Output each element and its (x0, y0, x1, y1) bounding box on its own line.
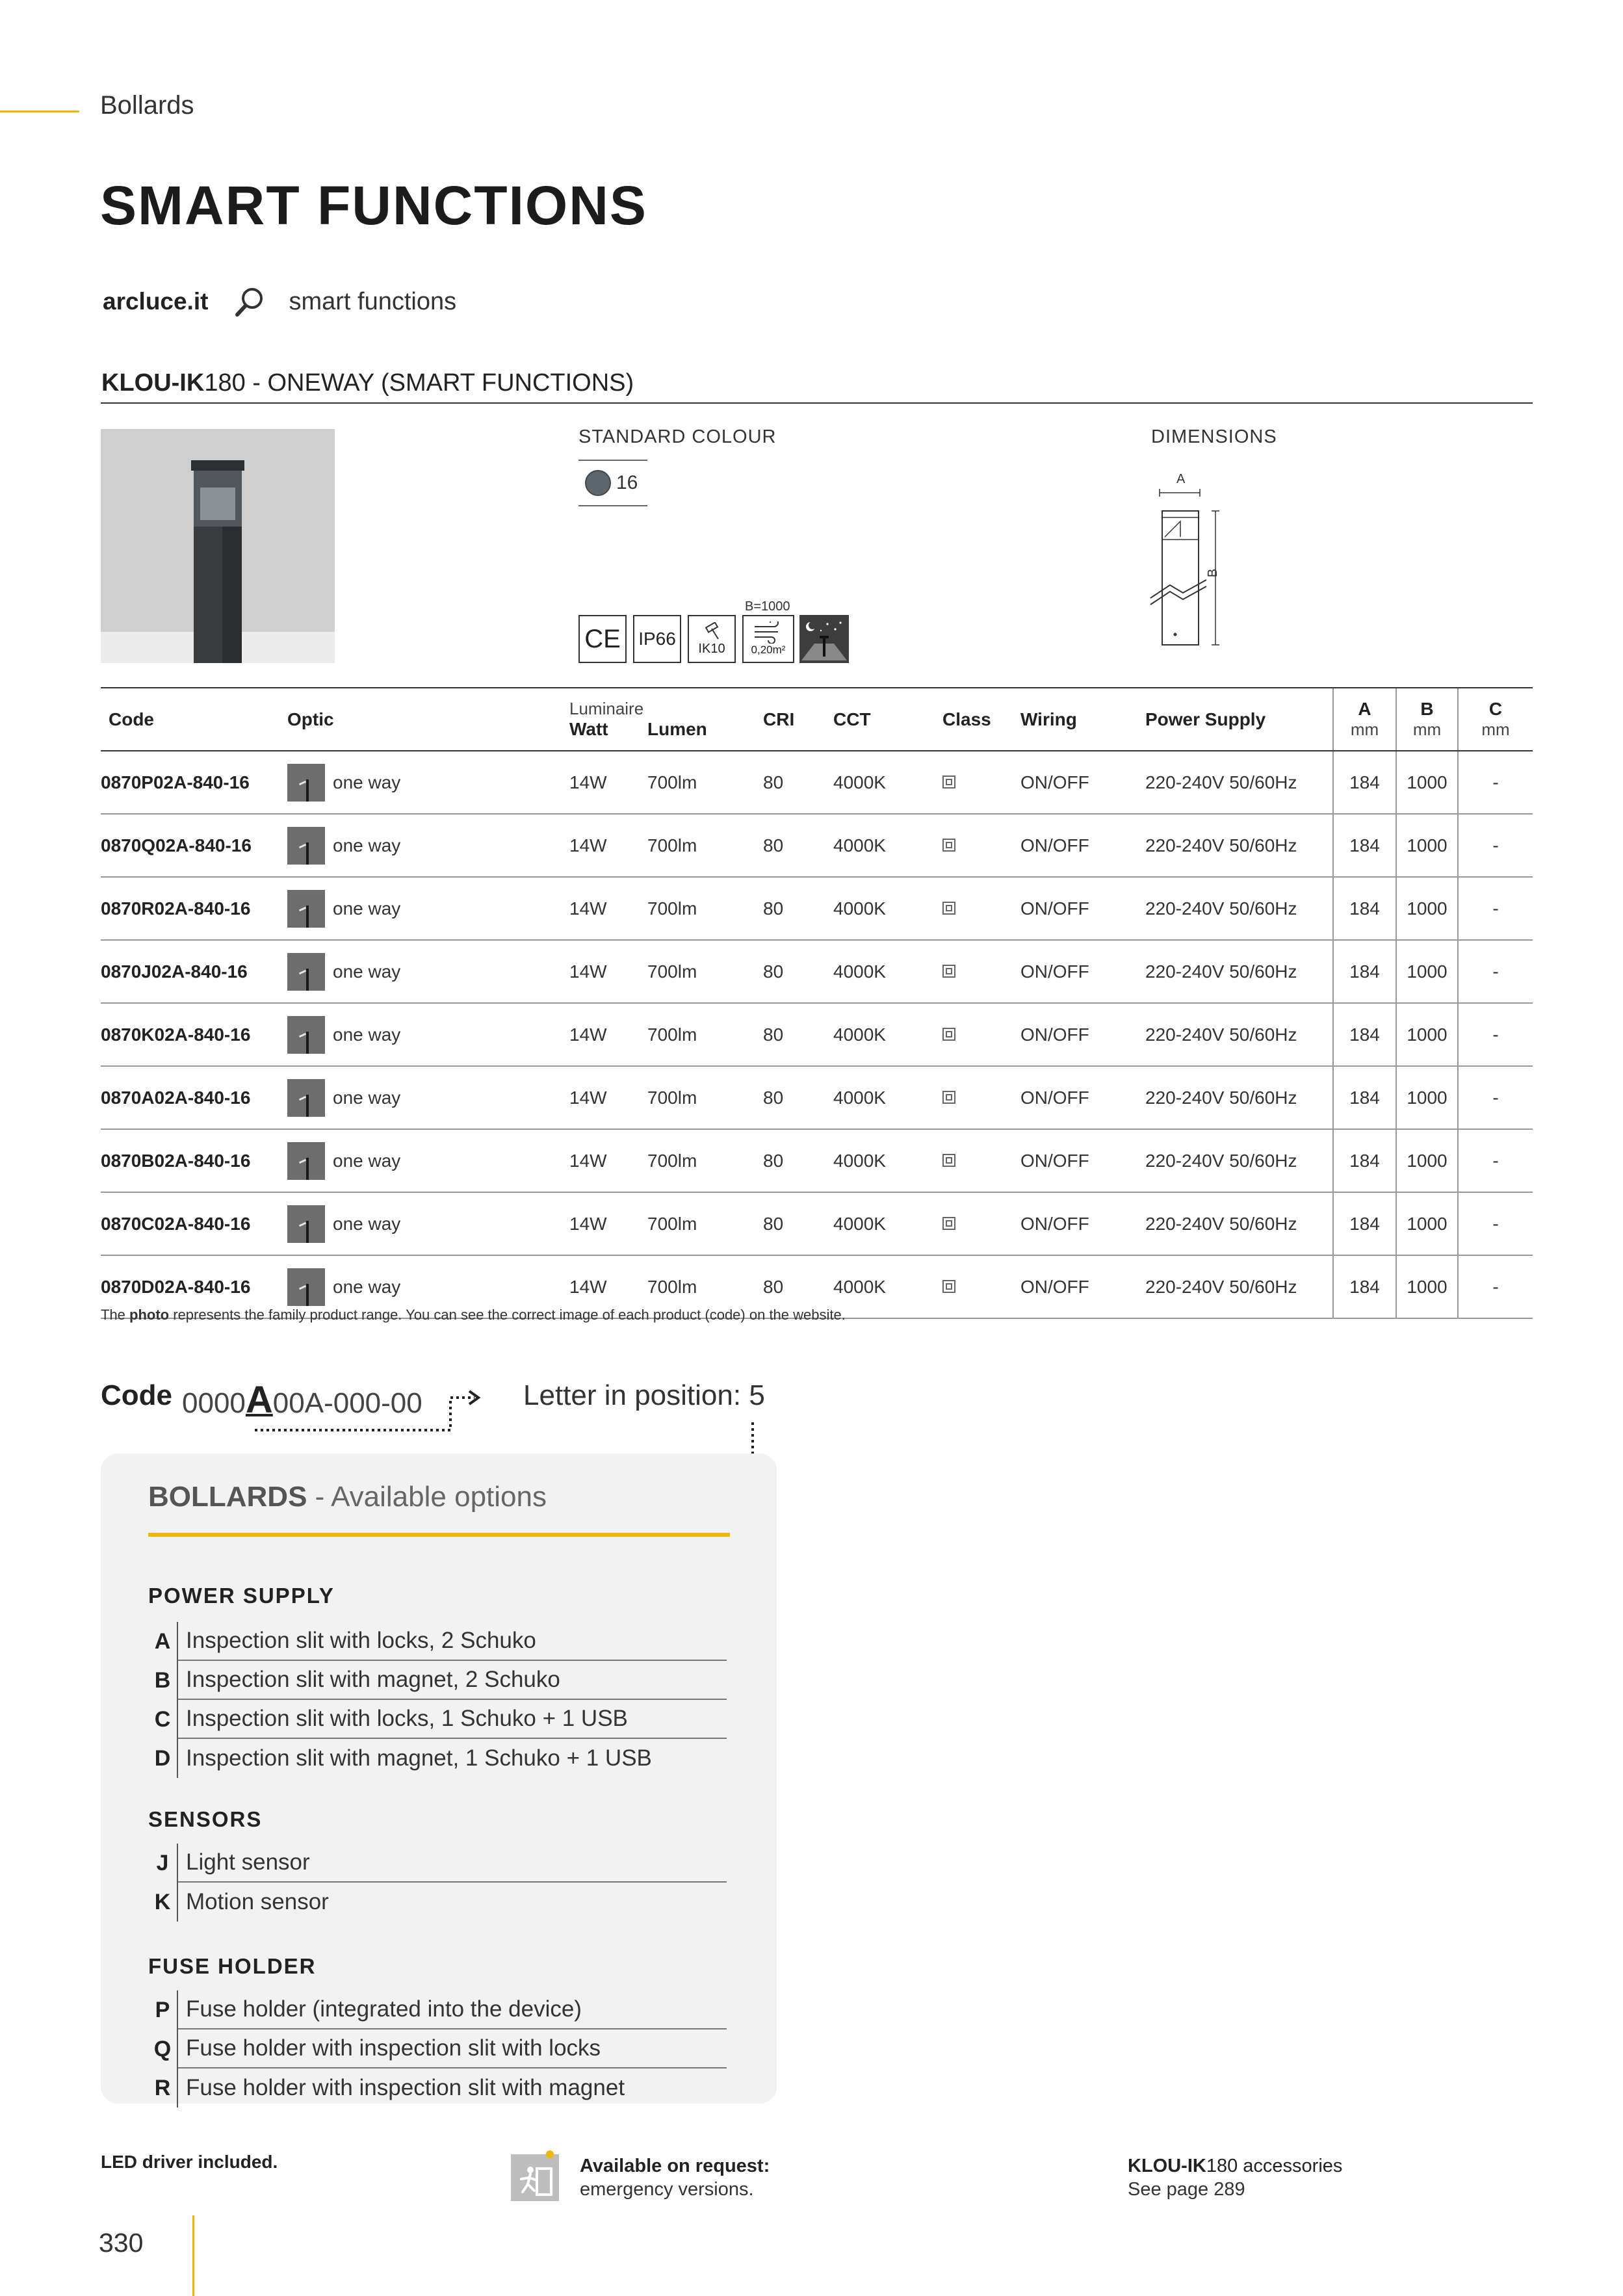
cell-watt: 14W (569, 1255, 647, 1318)
wind-area-badge (742, 615, 794, 663)
cell-power: 220-240V 50/60Hz (1145, 940, 1333, 1003)
cell-code[interactable]: 0870P02A-840-16 (101, 751, 287, 814)
ce-mark-icon: CE (578, 615, 627, 663)
optic-oneway-icon (287, 953, 325, 991)
optic-oneway-icon (287, 890, 325, 928)
col-class: Class (942, 688, 1020, 751)
cell-cri: 80 (763, 814, 833, 877)
option-row: B Inspection slit with magnet, 2 Schuko (148, 1661, 727, 1700)
cell-lumen: 700lm (647, 814, 763, 877)
cell-wiring: ON/OFF (1020, 940, 1145, 1003)
cell-watt: 14W (569, 1129, 647, 1192)
cell-code[interactable]: 0870A02A-840-16 (101, 1066, 287, 1129)
photo-note: The photo represents the family product range. You can see the correct image of each product (code) on the website. (101, 1307, 846, 1323)
optic-oneway-icon (287, 1268, 325, 1306)
col-optic: Optic (287, 688, 569, 751)
cell-code[interactable]: 0870B02A-840-16 (101, 1129, 287, 1192)
emergency-exit-icon (511, 2149, 563, 2201)
col-code: Code (101, 688, 287, 751)
cell-cri: 80 (763, 1129, 833, 1192)
cell-cct: 4000K (833, 1066, 942, 1129)
cell-lumen: 700lm (647, 1003, 763, 1066)
magnifier-icon (234, 286, 265, 317)
cell-cri: 80 (763, 751, 833, 814)
cell-c: - (1458, 940, 1533, 1003)
cell-c: - (1458, 814, 1533, 877)
class-ii-icon (942, 1091, 955, 1104)
cell-power: 220-240V 50/60Hz (1145, 814, 1333, 877)
table-row (101, 1129, 1533, 1192)
cell-b: 1000 (1396, 1192, 1458, 1255)
cell-code[interactable]: 0870R02A-840-16 (101, 877, 287, 940)
table-row (101, 751, 1533, 814)
website-search (103, 286, 456, 317)
table-header-row (101, 688, 1533, 751)
col-cct: CCT (833, 688, 942, 751)
option-row: C Inspection slit with locks, 1 Schuko + 1 USB (148, 1700, 727, 1739)
option-row: P Fuse holder (integrated into the device) (148, 1990, 727, 2029)
cell-lumen: 700lm (647, 877, 763, 940)
dimensions-label: DIMENSIONS (1151, 426, 1277, 447)
cell-lumen: 700lm (647, 1129, 763, 1192)
product-photo (101, 429, 335, 663)
cell-code[interactable]: 0870C02A-840-16 (101, 1192, 287, 1255)
optic-oneway-icon (287, 1142, 325, 1180)
group-power-supply: POWER SUPPLY (148, 1584, 335, 1608)
cell-watt: 14W (569, 1066, 647, 1129)
cell-cct: 4000K (833, 814, 942, 877)
cell-code[interactable]: 0870Q02A-840-16 (101, 814, 287, 877)
site-name[interactable]: arcluce.it (103, 288, 209, 315)
cell-cri: 80 (763, 1192, 833, 1255)
cell-class (942, 877, 1020, 940)
cell-cri: 80 (763, 877, 833, 940)
code-builder-label: Code (101, 1379, 172, 1411)
page-number: 330 (99, 2228, 144, 2258)
cell-a: 184 (1333, 1003, 1396, 1066)
options-title: BOLLARDS - Available options (148, 1481, 547, 1513)
dimension-a-label: A (1176, 472, 1186, 486)
cell-cri: 80 (763, 1066, 833, 1129)
accent-line (0, 111, 79, 112)
ik-rating-badge (688, 615, 736, 663)
cell-power: 220-240V 50/60Hz (1145, 1003, 1333, 1066)
table-row (101, 814, 1533, 877)
title-rule (101, 402, 1533, 404)
cell-power: 220-240V 50/60Hz (1145, 877, 1333, 940)
class-ii-icon (942, 1280, 955, 1293)
options-underline (148, 1533, 730, 1537)
section-label: Bollards (100, 91, 194, 120)
cell-cct: 4000K (833, 1129, 942, 1192)
table-row (101, 1003, 1533, 1066)
cell-optic: one way (287, 1003, 569, 1066)
class-ii-icon (942, 839, 955, 852)
cell-optic: one way (287, 940, 569, 1003)
cell-optic: one way (287, 1129, 569, 1192)
option-row: D Inspection slit with magnet, 1 Schuko + 1 USB (148, 1739, 727, 1778)
cell-c: - (1458, 1192, 1533, 1255)
cell-optic: one way (287, 1192, 569, 1255)
col-b: B mm (1396, 688, 1458, 751)
cell-wiring: ON/OFF (1020, 1129, 1145, 1192)
cell-class (942, 1129, 1020, 1192)
class-ii-icon (942, 1154, 955, 1167)
cell-b: 1000 (1396, 940, 1458, 1003)
page-accent-line (192, 2215, 194, 2296)
cell-cct: 4000K (833, 1003, 942, 1066)
optic-oneway-icon (287, 764, 325, 802)
col-lumen: Lumen (647, 688, 763, 751)
cell-cct: 4000K (833, 877, 942, 940)
class-ii-icon (942, 1217, 955, 1230)
optic-oneway-icon (287, 1205, 325, 1243)
cell-wiring: ON/OFF (1020, 1192, 1145, 1255)
col-wiring: Wiring (1020, 688, 1145, 751)
cell-b: 1000 (1396, 814, 1458, 877)
cell-a: 184 (1333, 1129, 1396, 1192)
night-light-icon (799, 615, 849, 663)
cell-a: 184 (1333, 940, 1396, 1003)
cell-b: 1000 (1396, 751, 1458, 814)
cell-c: - (1458, 1129, 1533, 1192)
cell-lumen: 700lm (647, 1066, 763, 1129)
cell-wiring: ON/OFF (1020, 1066, 1145, 1129)
cell-power: 220-240V 50/60Hz (1145, 1255, 1333, 1318)
cell-optic: one way (287, 1066, 569, 1129)
page-title: SMART FUNCTIONS (100, 175, 647, 236)
cell-cri: 80 (763, 1255, 833, 1318)
cell-lumen: 700lm (647, 751, 763, 814)
hammer-icon (699, 622, 725, 642)
optic-oneway-icon (287, 1079, 325, 1117)
option-row: A Inspection slit with locks, 2 Schuko (148, 1622, 727, 1661)
cell-watt: 14W (569, 1003, 647, 1066)
cell-class (942, 940, 1020, 1003)
cell-optic: one way (287, 814, 569, 877)
code-highlight-letter: A (245, 1379, 273, 1421)
cell-wiring: ON/OFF (1020, 877, 1145, 940)
cell-class (942, 1066, 1020, 1129)
cell-power: 220-240V 50/60Hz (1145, 751, 1333, 814)
product-table (101, 687, 1533, 1319)
col-power: Power Supply (1145, 688, 1333, 751)
col-c: C mm (1458, 688, 1533, 751)
cell-cct: 4000K (833, 940, 942, 1003)
cell-watt: 14W (569, 940, 647, 1003)
option-row: J Light sensor (148, 1844, 727, 1883)
group-fuse-holder: FUSE HOLDER (148, 1954, 317, 1978)
product-name-bold: KLOU-IK (101, 369, 205, 397)
col-a: A mm (1333, 688, 1396, 751)
cell-class (942, 1192, 1020, 1255)
cell-b: 1000 (1396, 1003, 1458, 1066)
option-row: Q Fuse holder with inspection slit with locks (148, 2029, 727, 2068)
cell-a: 184 (1333, 1192, 1396, 1255)
accessories-page: See page 289 (1128, 2179, 1245, 2200)
cell-power: 220-240V 50/60Hz (1145, 1192, 1333, 1255)
led-driver-note: LED driver included. (101, 2152, 278, 2172)
letter-position-text: Letter in position: 5 (523, 1379, 765, 1411)
cell-code[interactable]: 0870J02A-840-16 (101, 940, 287, 1003)
cell-c: - (1458, 1255, 1533, 1318)
wind-area-label: 0,20m² (751, 644, 786, 656)
colour-swatch (578, 460, 647, 506)
cell-b: 1000 (1396, 877, 1458, 940)
wind-height-label: B=1000 (745, 599, 790, 614)
dimensions-drawing (1144, 475, 1261, 657)
class-ii-icon (942, 776, 955, 789)
cell-optic: one way (287, 1255, 569, 1318)
cell-wiring: ON/OFF (1020, 814, 1145, 877)
emergency-note: Available on request: emergency versions. (580, 2156, 770, 2200)
table-row (101, 1066, 1533, 1129)
cell-a: 184 (1333, 1255, 1396, 1318)
table-row (101, 1192, 1533, 1255)
cell-watt: 14W (569, 1192, 647, 1255)
cell-lumen: 700lm (647, 1192, 763, 1255)
search-keyword: smart functions (289, 287, 457, 315)
cell-cri: 80 (763, 1003, 833, 1066)
table-row (101, 940, 1533, 1003)
cell-a: 184 (1333, 877, 1396, 940)
cell-lumen: 700lm (647, 1255, 763, 1318)
col-watt: Luminaire Watt (569, 688, 647, 751)
cell-c: - (1458, 751, 1533, 814)
option-row: R Fuse holder with inspection slit with magnet (148, 2068, 727, 2107)
colour-code: 16 (616, 472, 638, 493)
code-template: 0000A00A-000-00 (182, 1379, 422, 1421)
cell-class (942, 814, 1020, 877)
cell-lumen: 700lm (647, 940, 763, 1003)
cell-a: 184 (1333, 1066, 1396, 1129)
cell-power: 220-240V 50/60Hz (1145, 1129, 1333, 1192)
cell-code[interactable]: 0870K02A-840-16 (101, 1003, 287, 1066)
optic-oneway-icon (287, 827, 325, 865)
col-cri: CRI (763, 688, 833, 751)
cell-a: 184 (1333, 751, 1396, 814)
dimension-b-label: B (1206, 568, 1221, 578)
cell-c: - (1458, 1066, 1533, 1129)
group-sensors: SENSORS (148, 1807, 263, 1831)
table-row (101, 877, 1533, 940)
accessories-link[interactable]: KLOU-IK180 accessories See page 289 (1128, 2156, 1343, 2200)
cell-c: - (1458, 1003, 1533, 1066)
cell-class (942, 751, 1020, 814)
cell-b: 1000 (1396, 1255, 1458, 1318)
cell-b: 1000 (1396, 1129, 1458, 1192)
optic-oneway-icon (287, 1016, 325, 1054)
cell-optic: one way (287, 751, 569, 814)
cell-cct: 4000K (833, 751, 942, 814)
class-ii-icon (942, 902, 955, 915)
col-luminaire: Luminaire (569, 699, 644, 718)
cell-watt: 14W (569, 877, 647, 940)
cell-c: - (1458, 877, 1533, 940)
cell-wiring: ON/OFF (1020, 751, 1145, 814)
option-row: K Motion sensor (148, 1883, 727, 1922)
cell-cct: 4000K (833, 1255, 942, 1318)
cell-a: 184 (1333, 814, 1396, 877)
cell-cri: 80 (763, 940, 833, 1003)
cell-watt: 14W (569, 751, 647, 814)
colour-dot-icon (585, 470, 611, 496)
cell-code[interactable]: 0870D02A-840-16 (101, 1255, 287, 1318)
ip-rating-badge: IP66 (633, 615, 681, 663)
ik-rating-label: IK10 (698, 641, 725, 656)
cell-cct: 4000K (833, 1192, 942, 1255)
product-title (101, 369, 634, 397)
class-ii-icon (942, 1028, 955, 1041)
product-name-rest: 180 - ONEWAY (SMART FUNCTIONS) (204, 369, 634, 397)
cell-wiring: ON/OFF (1020, 1255, 1145, 1318)
cell-class (942, 1255, 1020, 1318)
cell-watt: 14W (569, 814, 647, 877)
class-ii-icon (942, 965, 955, 978)
cell-optic: one way (287, 877, 569, 940)
standard-colour-label: STANDARD COLOUR (578, 426, 777, 447)
cell-class (942, 1003, 1020, 1066)
wind-icon (752, 621, 785, 644)
cell-b: 1000 (1396, 1066, 1458, 1129)
cell-power: 220-240V 50/60Hz (1145, 1066, 1333, 1129)
cell-wiring: ON/OFF (1020, 1003, 1145, 1066)
